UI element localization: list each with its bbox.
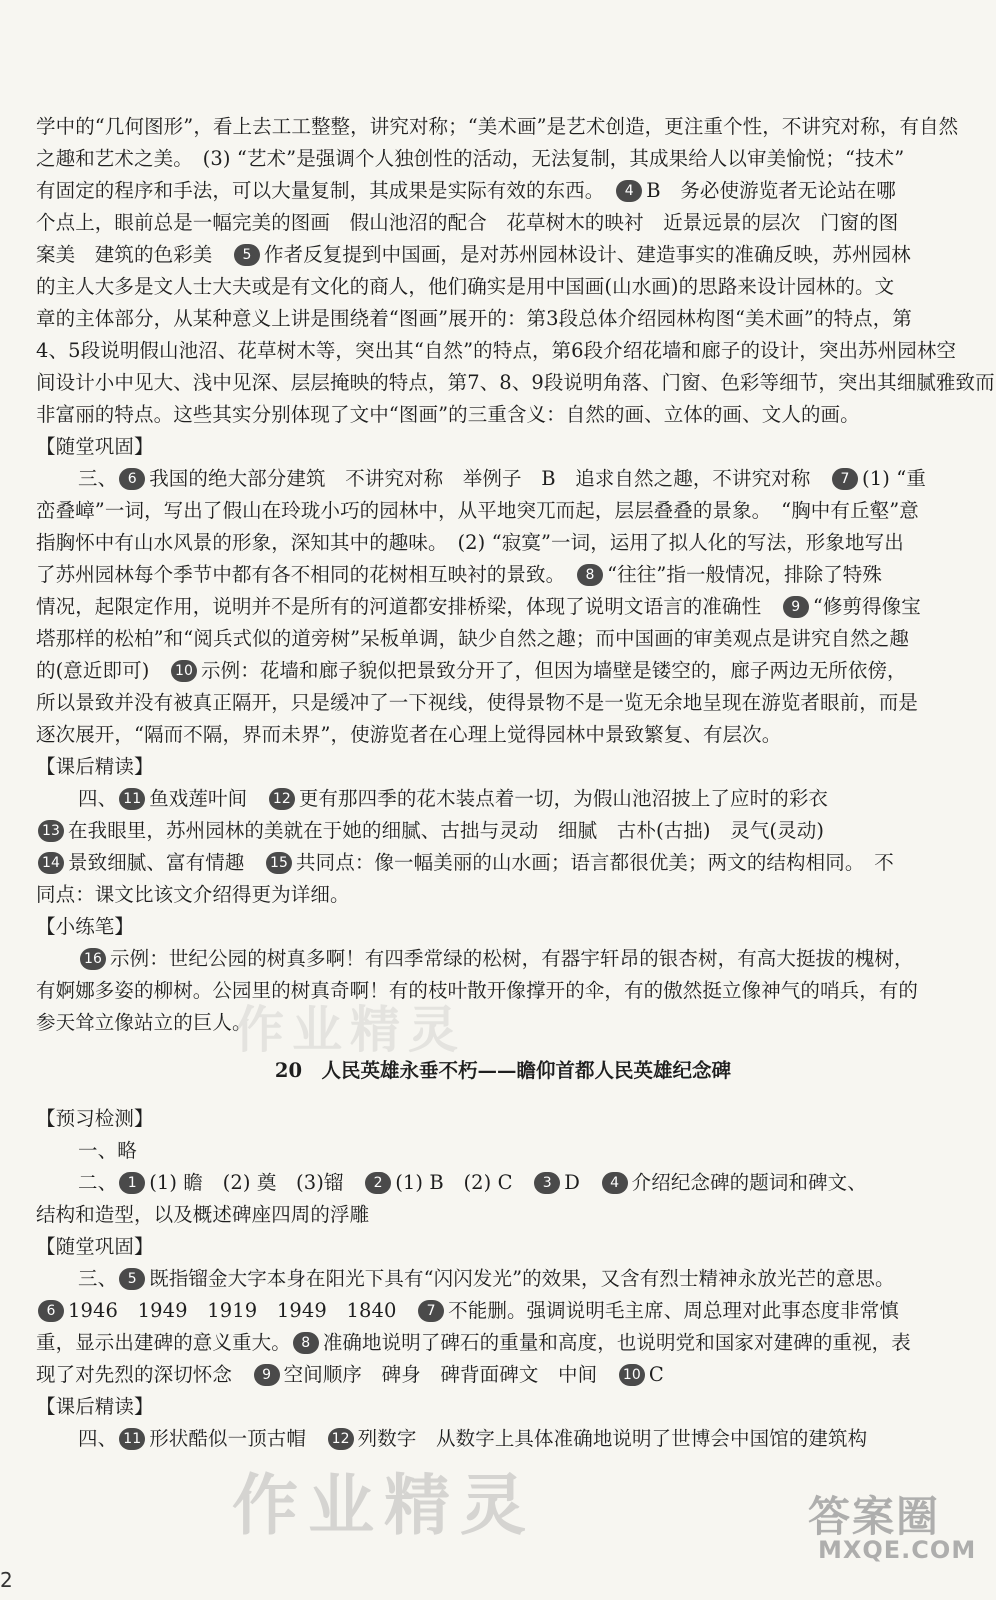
text-line: 逐次展开，“隔而不隔，界而未界”，使游览者在心理上觉得园林中景致繁复、有层次。 [36,723,782,746]
watermark-url: MXQE.COM [818,1536,977,1564]
text-line: 非富丽的特点。这些其实分别体现了文中“图画”的三重含义：自然的画、立体的画、文人的画。 [36,403,860,426]
number-badge: 10 [171,660,197,682]
section-heading: 【小练笔】 [36,915,135,938]
watermark-text: 作业精灵 [232,1467,536,1544]
text-line: 结构和造型，以及概述碑座四周的浮雕 [36,1203,370,1226]
lesson-title: 20 人民英雄永垂不朽——瞻仰首都人民英雄纪念碑 [274,1059,732,1082]
section-heading: 【课后精读】 [36,755,154,778]
text-line: 16 示例：世纪公园的树真多啊！有四季常绿的松树，有器宇轩昂的银杏树，有高大挺拔的槐树， [78,944,914,974]
text-line: 之趣和艺术之美。 (3) “艺术”是强调个人独创性的活动，无法复制，其成果给人以审美愉悦；“技术” [36,147,905,170]
text-line: 的(意近即可) 10 示例：花墙和廊子貌似把景致分开了，但因为墙壁是镂空的，廊子两边无所依傍， [36,659,907,682]
text-line: 同点：课文比该文介绍得更为详细。 [36,883,350,906]
number-badge: 5 [119,1268,145,1290]
number-badge: 10 [619,1364,645,1386]
text-line: 13 在我眼里，苏州园林的美就在于她的细腻、古拙与灵动 细腻 古朴(古拙) 灵气(灵动) [36,816,824,846]
number-badge: 13 [38,820,64,842]
text-line: 案美 建筑的色彩美 5 作者反复提到中国画，是对苏州园林设计、建造事实的准确反映，苏州园林 [36,243,911,266]
number-badge: 6 [119,468,145,490]
number-badge: 3 [534,1172,560,1194]
page-number: 2 [0,1568,13,1592]
text-line: 章的主体部分，从某种意义上讲是围绕着“图画”展开的：第3段总体介绍园林构图“美术画”的特点，第 [36,307,912,330]
text-line: 学中的“几何图形”，看上去工工整整，讲究对称；“美术画”是艺术创造，更注重个性，不讲究对称，有自然 [36,115,959,138]
number-badge: 14 [38,852,64,874]
text-line: 4、5段说明假山池沼、花草树木等，突出其“自然”的特点，第6段介绍花墙和廊子的设计，突出苏州园林空 [36,339,957,362]
number-badge: 7 [832,468,858,490]
text-line: 参天耸立像站立的巨人。 [36,1011,252,1034]
text-line: 个点上，眼前总是一幅完美的图画 假山池沼的配合 花草树木的映衬 近景远景的层次 门窗的图 [36,211,899,234]
text-line: 三、 5 既指镏金大字本身在阳光下具有“闪闪发光”的效果，又含有烈士精神永放光芒的意思。 [78,1267,895,1290]
watermark-text: 作业精灵 [234,1001,466,1059]
number-badge: 2 [365,1172,391,1194]
text-line: 6 1946 1949 1919 1949 1840 7 不能删。强调说明毛主席、周总理对此事态度非常慎 [36,1296,899,1326]
number-badge: 7 [418,1300,444,1322]
text-line: 14 景致细腻、富有情趣 15 共同点：像一幅美丽的山水画；语言都很优美；两文的结构相同。 不 [36,848,894,878]
text-line: 所以景致并没有被真正隔开，只是缓冲了一下视线，使得景物不是一览无余地呈现在游览者眼前，而是 [36,691,919,714]
text-line: 四、 11 鱼戏莲叶间 12 更有那四季的花木装点着一切，为假山池沼披上了应时的彩衣 [78,787,829,810]
number-badge: 12 [269,788,295,810]
section-heading: 【随堂巩固】 [36,435,154,458]
number-badge: 1 [119,1172,145,1194]
number-badge: 9 [254,1364,280,1386]
text-line: 情况，起限定作用，说明并不是所有的河道都安排桥梁，体现了说明文语言的准确性 9 “修剪得像宝 [36,595,921,618]
number-badge: 6 [38,1300,64,1322]
number-badge: 8 [293,1332,319,1354]
text-line: 现了对先烈的深切怀念 9 空间顺序 碑身 碑背面碑文 中间 10 C [36,1363,664,1386]
text-line: 有固定的程序和手法，可以大量复制，其成果是实际有效的东西。 4 B 务必使游览者无论站在哪 [36,179,896,202]
section-heading: 【随堂巩固】 [36,1235,154,1258]
number-badge: 11 [119,788,145,810]
text-line: 指胸怀中有山水风景的形象，深知其中的趣味。 (2) “寂寞”一词，运用了拟人化的写法，形象地写出 [36,531,904,554]
number-badge: 15 [266,852,292,874]
watermark-logo: 答案圈 [808,1492,941,1541]
number-badge: 16 [80,948,106,970]
number-badge: 8 [577,564,603,586]
number-badge: 11 [119,1428,145,1450]
text-line: 了苏州园林每个季节中都有各不相同的花树相互映衬的景致。 8 “往往”指一般情况，排除了特殊 [36,563,883,586]
section-heading: 【预习检测】 [36,1107,154,1130]
number-badge: 12 [328,1428,354,1450]
number-badge: 5 [234,244,260,266]
text-line: 峦叠嶂”一词，写出了假山在玲珑小巧的园林中，从平地突兀而起，层层叠叠的景象。 “胸中有丘壑”意 [36,499,919,522]
text-line: 三、 6 我国的绝大部分建筑 不讲究对称 举例子 B 追求自然之趣，不讲究对称 7 (1) “重 [78,467,926,490]
number-badge: 9 [783,596,809,618]
text-line: 有婀娜多姿的柳树。公园里的树真奇啊！有的枝叶散开像撑开的伞，有的傲然挺立像神气的哨兵，有的 [36,979,919,1002]
text-line: 四、 11 形状酷似一顶古帽 12 列数字 从数字上具体准确地说明了世博会中国馆的建筑构 [78,1427,868,1450]
text-line: 一、略 [78,1139,137,1162]
section-heading: 【课后精读】 [36,1395,154,1418]
text-line: 的主人大多是文人士大夫或是有文化的商人，他们确实是用中国画(山水画)的思路来设计园林的。文 [36,275,895,298]
number-badge: 4 [616,180,642,202]
text-line: 重，显示出建碑的意义重大。 8 准确地说明了碑石的重量和高度，也说明党和国家对建碑的重视，表 [36,1331,911,1354]
number-badge: 4 [602,1172,628,1194]
text-line: 二、 1 (1) 瞻 (2) 奠 (3)镏 2 (1) B (2) C 3 D 4 介绍纪念碑的题词和碑文、 [78,1171,867,1194]
text-line: 塔那样的松柏”和“阅兵式似的道旁树”呆板单调，缺少自然之趣；而中国画的审美观点是讲究自然之趣 [36,627,910,650]
text-line: 间设计小中见大、浅中见深、层层掩映的特点，第7、8、9段说明角落、门窗、色彩等细节，突出其细腻雅致而 [36,371,995,394]
